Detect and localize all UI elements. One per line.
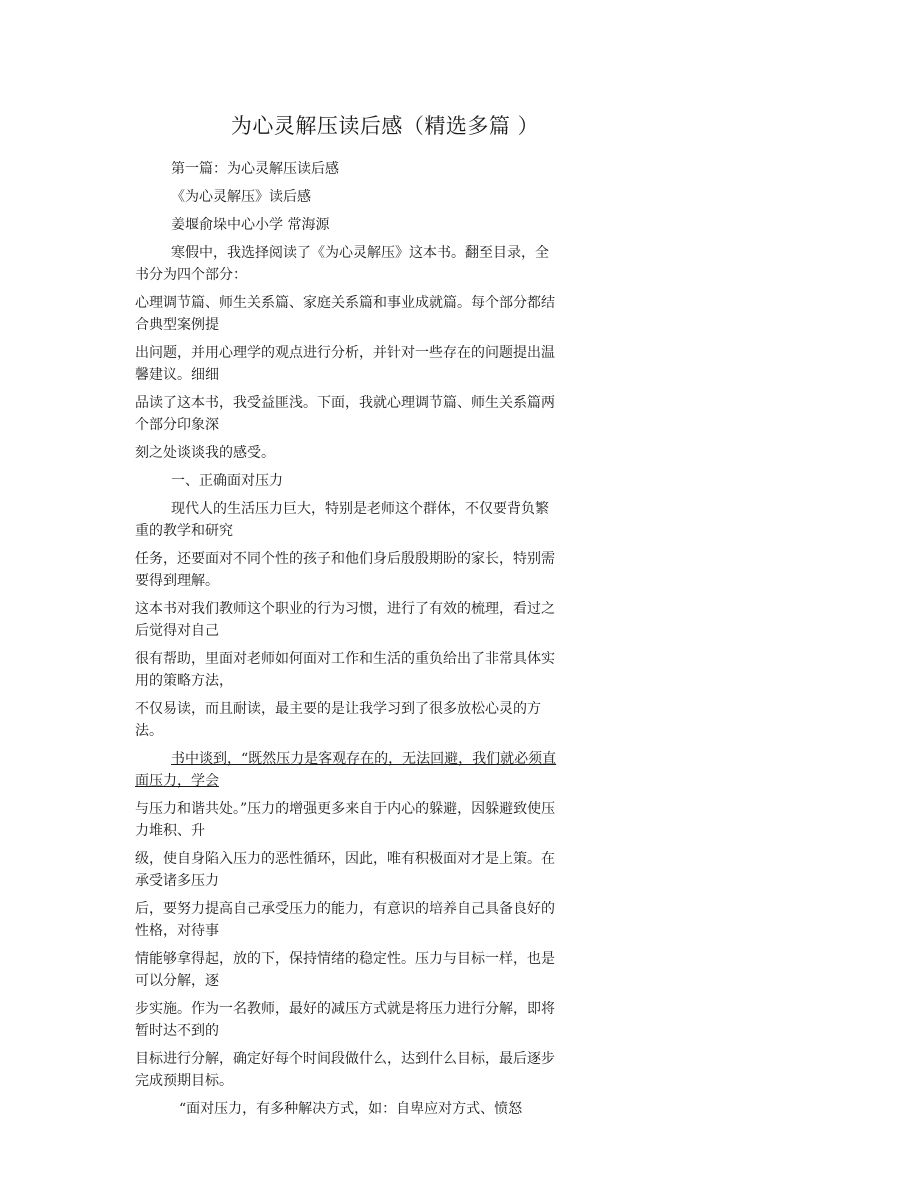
paragraph: 现代人的生活压力巨大，特别是老师这个群体，不仅要背负繁重的教学和研究 (135, 501, 549, 539)
paragraph: 出问题，并用心理学的观点进行分析，并针对一些存在的问题提出温馨建议。细细 (135, 345, 555, 383)
paragraph: 与压力和谐共处。”压力的增强更多来自于内心的躲避，因躲避致使压力堆积、升 (135, 801, 556, 839)
paragraph: 目标进行分解，确定好每个时间段做什么，达到什么目标，最后逐步完成预期目标。 (135, 1051, 555, 1089)
paragraph: 情能够拿得起，放的下，保持情绪的稳定性。压力与目标一样，也是可以分解，逐 (135, 951, 555, 989)
paragraph: 任务，还要面对不同个性的孩子和他们身后殷殷期盼的家长，特别需要得到理解。 (135, 551, 555, 589)
paragraph: 刻之处谈谈我的感受。 (135, 445, 275, 461)
document-body (135, 158, 560, 1126)
paragraph: 姜堰俞垛中心小学 常海源 (171, 217, 330, 233)
paragraph: 第一篇：为心灵解压读后感 (171, 161, 339, 177)
paragraph: 《为心灵解压》读后感 (171, 189, 311, 205)
paragraph: 品读了这本书，我受益匪浅。下面，我就心理调节篇、师生关系篇两个部分印象深 (135, 395, 555, 433)
paragraph: 很有帮助，里面对老师如何面对工作和生活的重负给出了非常具体实用的策略方法， (135, 651, 555, 689)
section-heading: 一、正确面对压力 (171, 473, 283, 489)
paragraph: 步实施。作为一名教师，最好的减压方式就是将压力进行分解，即将暂时达不到的 (135, 1001, 555, 1039)
paragraph: 级，使自身陷入压力的恶性循环，因此，唯有积极面对才是上策。在承受诸多压力 (135, 851, 555, 889)
document-title: 为心灵解压读后感（精选多篇 ） (230, 114, 540, 138)
paragraph: 后，要努力提高自己承受压力的能力，有意识的培养自己具备良好的性格，对待事 (135, 901, 555, 939)
paragraph: 这本书对我们教师这个职业的行为习惯，进行了有效的梳理，看过之后觉得对自己 (135, 601, 555, 639)
quoted-paragraph: 书中谈到，“既然压力是客观存在的，无法回避，我们就必须直面压力，学会 (135, 751, 557, 789)
paragraph: “面对压力，有多种解决方式，如：自卑应对方式、愤怒 (179, 1101, 523, 1117)
paragraph: 寒假中，我选择阅读了《为心灵解压》这本书。翻至目录，全书分为四个部分： (135, 245, 549, 283)
paragraph: 心理调节篇、师生关系篇、家庭关系篇和事业成就篇。每个部分都结合典型案例提 (135, 295, 555, 333)
paragraph: 不仅易读，而且耐读，最主要的是让我学习到了很多放松心灵的方法。 (135, 701, 541, 739)
